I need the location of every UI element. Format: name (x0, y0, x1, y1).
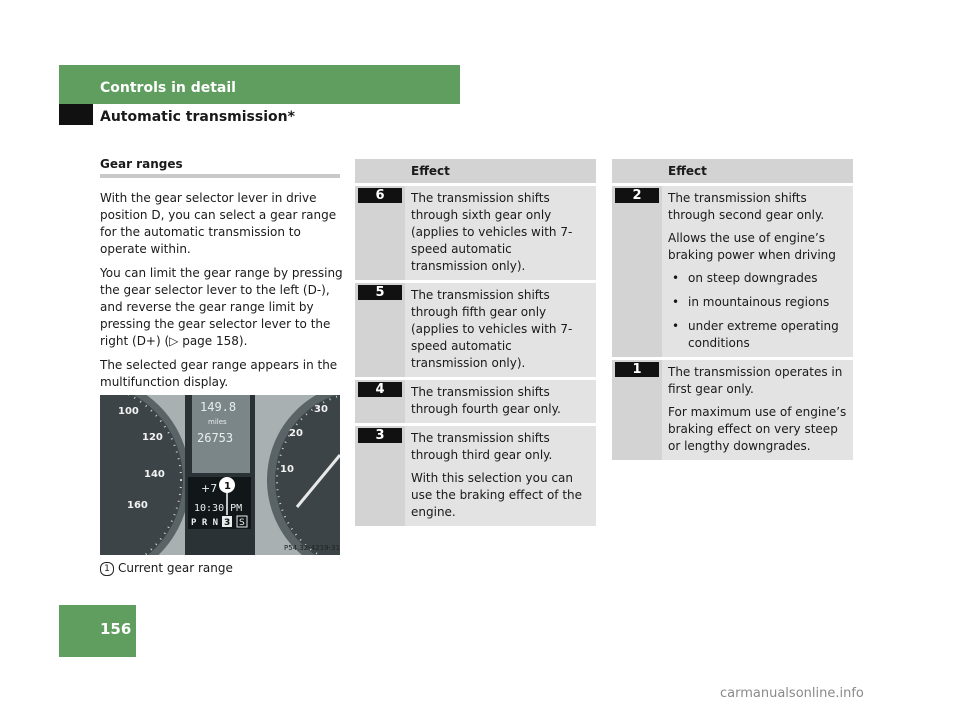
effect-cell: The transmission shifts through sixth gear only (applies to vehicles with 7-speed automatic transmission only). (405, 185, 596, 282)
effect-cell (405, 425, 596, 527)
gear-key-3: 3 (358, 428, 402, 443)
gear-key-2: 2 (615, 188, 659, 203)
page-number: 156 (100, 620, 132, 638)
gear-key-6: 6 (358, 188, 402, 203)
key-header-cell (612, 159, 662, 185)
instrument-cluster-photo (100, 395, 340, 555)
effect-cell: The transmission shifts through fifth gear only (applies to vehicles with 7-speed automatic transmission only). (405, 282, 596, 379)
photo-caption (100, 561, 233, 576)
list-item: • on steep downgrades (668, 270, 847, 287)
effect-header: Effect (405, 159, 596, 185)
watermark: carmanualsonline.info (720, 686, 864, 701)
speed-label-120: 120 (142, 432, 163, 443)
gear-s: S (239, 518, 245, 528)
paragraph-1: With the gear selector lever in drive position D, you can select a gear range for the automatic transmission to operate within. (100, 191, 337, 256)
table-row (355, 425, 596, 527)
effect-text: The transmission operates in first gear only. (668, 365, 843, 396)
gear-key-1: 1 (615, 362, 659, 377)
photo-ref: P54.32-4219-31 (284, 544, 340, 552)
table-header-row (355, 159, 596, 185)
effect-note: With this selection you can use the braking effect of the engine. (411, 471, 583, 519)
gear-key-4: 4 (358, 382, 402, 397)
effect-cell: The transmission shifts through fourth gear only. (405, 379, 596, 425)
odometer-value: 26753 (197, 431, 234, 445)
effect-text: The transmission shifts through third gear only. (411, 431, 553, 462)
table-row (612, 185, 853, 359)
section-tab-marker (59, 104, 93, 125)
list-item: • under extreme operating conditions (668, 318, 847, 352)
rpm-label-30: 30 (314, 404, 328, 415)
section-title: Automatic transmission* (100, 109, 295, 125)
trip-unit: miles (208, 418, 227, 426)
gear-ranges-text (100, 190, 345, 398)
speed-label-160: 160 (127, 500, 148, 511)
gear-row: P R N (191, 518, 219, 528)
gear-effect-table-1 (355, 159, 596, 526)
heading-rule (100, 174, 340, 178)
paragraph-3: The selected gear range appears in the multifunction display. (100, 358, 338, 389)
caption-number: 1 (100, 562, 114, 576)
effect-note: For maximum use of engine’s braking effect on very steep or lengthy downgrades. (668, 405, 847, 453)
speed-label-100: 100 (118, 406, 139, 417)
conditions-list (668, 270, 847, 352)
key-header-cell (355, 159, 405, 185)
effect-cell (662, 359, 853, 461)
callout-number: 1 (224, 481, 231, 492)
temp-value: +7 (201, 482, 218, 495)
gear-selected: 3 (224, 518, 231, 528)
gear-ranges-heading: Gear ranges (100, 157, 183, 171)
list-item: • in mountainous regions (668, 294, 847, 311)
speed-label-140: 140 (144, 469, 165, 480)
paragraph-2: You can limit the gear range by pressing the gear selector lever to the left (D-), and reverse the gear range limit by pressing the gear selector lever to the right (D+) (▷ page 158). (100, 266, 343, 348)
rpm-label-20: 20 (289, 428, 303, 439)
effect-text: The transmission shifts through second gear only. (668, 191, 825, 222)
table-row (355, 282, 596, 379)
effect-cell (662, 185, 853, 359)
table-row (355, 185, 596, 282)
gear-effect-table-2 (612, 159, 853, 460)
caption-text: Current gear range (118, 561, 233, 575)
table-header-row (612, 159, 853, 185)
chapter-title: Controls in detail (100, 80, 236, 96)
effect-header: Effect (662, 159, 853, 185)
rpm-label-10: 10 (280, 464, 294, 475)
effect-note: Allows the use of engine’s braking power when driving (668, 231, 836, 262)
table-row (612, 359, 853, 461)
gear-key-5: 5 (358, 285, 402, 300)
trip-value: 149.8 (200, 400, 237, 414)
table-row (355, 379, 596, 425)
clock-value: 10:30 PM (194, 503, 243, 514)
